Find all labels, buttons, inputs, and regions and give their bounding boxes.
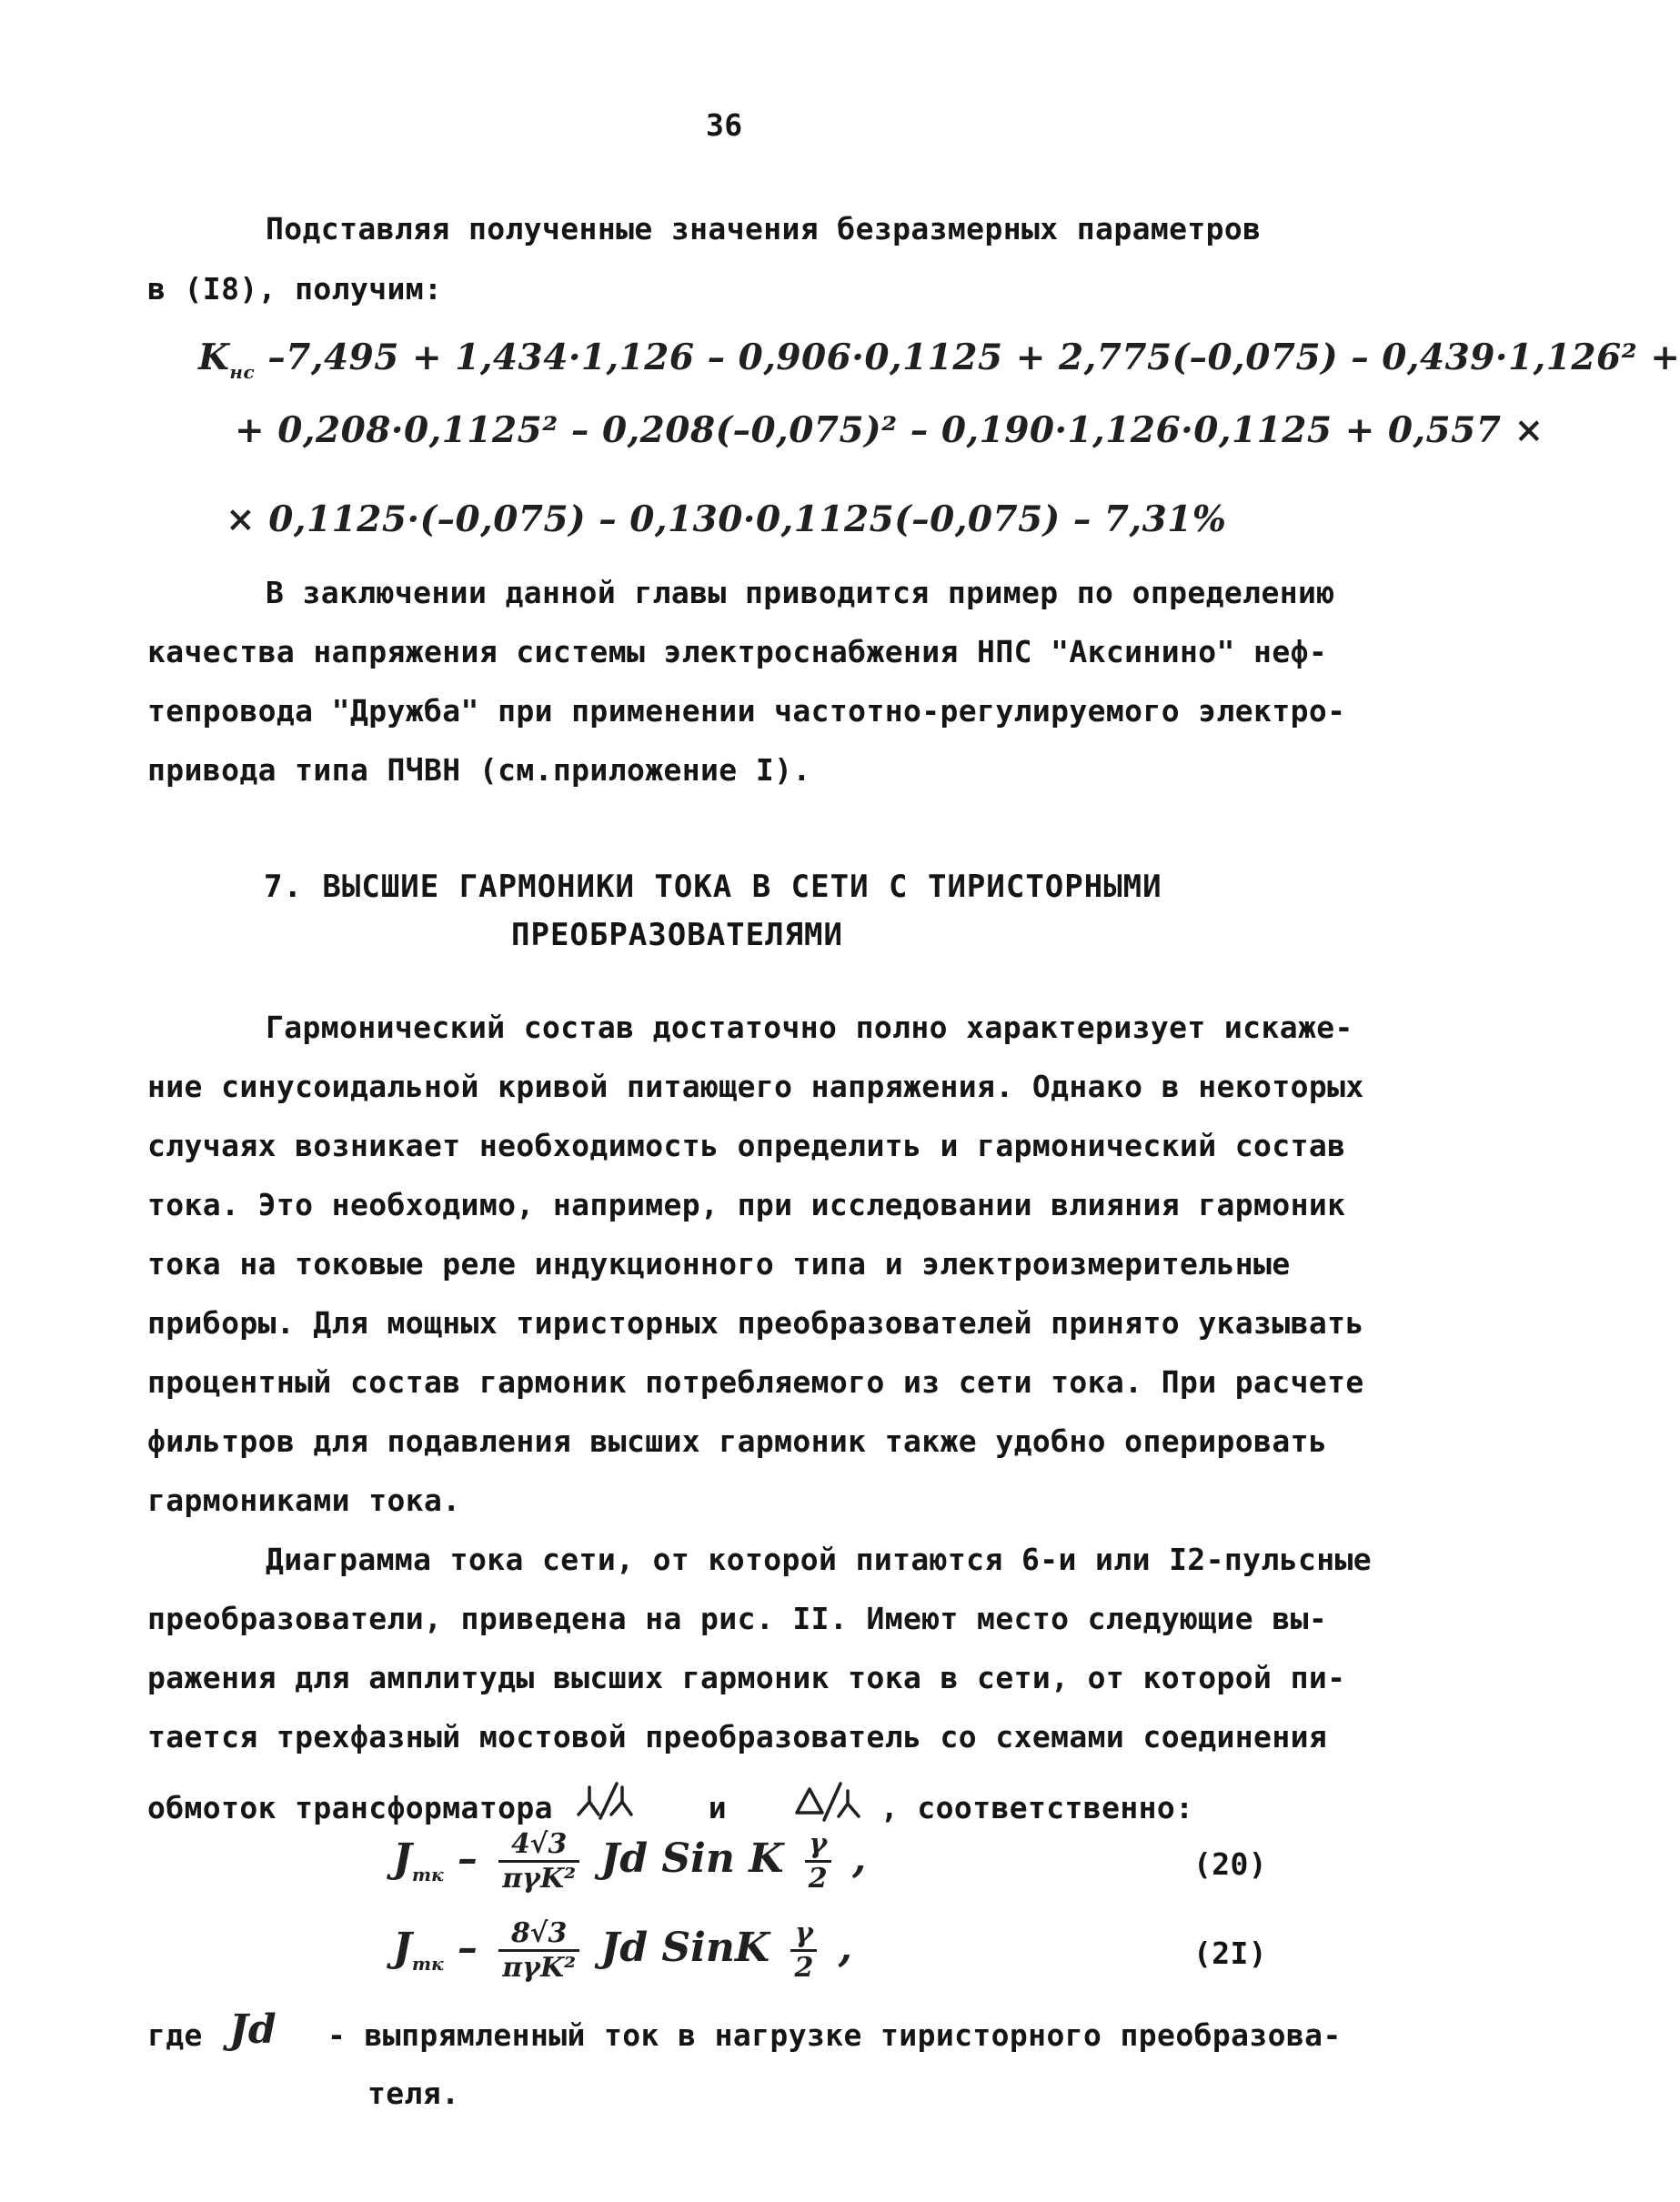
conclusion-line-4: привода типа ПЧВН (см.приложение I). xyxy=(147,752,811,788)
paragraph2-last-and: и xyxy=(708,1790,728,1825)
formula-kns-head: K xyxy=(198,337,230,378)
equation-20-numerator: 4√3 xyxy=(498,1828,579,1863)
where-symbol: Jd xyxy=(229,2006,277,2053)
section-title-line-2: ПРЕОБРАЗОВАТЕЛЯМИ xyxy=(511,917,843,953)
paragraph1-line-2: ние синусоидальной кривой питающего напряжения. Однако в некоторых xyxy=(147,1069,1364,1104)
equation-21-lhs-sub: mк xyxy=(411,1953,444,1975)
wye-wye-symbol-icon xyxy=(571,1778,635,1825)
intro-line-1: Подставляя полученные значения безразмерных параметров xyxy=(266,211,1262,246)
where-definition-line-2: теля. xyxy=(367,2076,460,2111)
where-label: где xyxy=(147,2017,203,2053)
equation-21-half xyxy=(790,1917,817,1984)
intro-line-2: в (I8), получим: xyxy=(147,271,443,307)
equation-20-denominator: πγK² xyxy=(502,1863,577,1895)
paragraph2-line-5 xyxy=(147,1778,1193,1825)
equation-21-half-den: 2 xyxy=(794,1952,814,1984)
conclusion-line-2: качества напряжения системы электроснабжения НПС "Аксинино" неф- xyxy=(147,634,1328,669)
paragraph2-last-suffix: , соответственно: xyxy=(880,1790,1194,1825)
equation-21-fraction xyxy=(498,1917,579,1984)
paragraph2-line-3: ражения для амплитуды высших гармоник тока в сети, от которой пи- xyxy=(147,1660,1346,1695)
formula-kns-sub: нс xyxy=(229,361,256,383)
paragraph2-line-4: тается трехфазный мостовой преобразователь со схемами соединения xyxy=(147,1719,1328,1755)
equation-20-lhs: J xyxy=(393,1835,412,1882)
paragraph1-line-8: фильтров для подавления высших гармоник также удобно оперировать xyxy=(147,1423,1328,1459)
equation-21: $J_{mк}$ – $\frac{8√3}{\text{πγK²}}$ Jd SinK $\frac{\gamma}{2}$ , xyxy=(393,1917,852,1984)
paragraph1-line-9: гармониками тока. xyxy=(147,1483,461,1518)
equation-21-half-num: γ xyxy=(790,1917,817,1952)
equation-20-fraction xyxy=(498,1828,579,1895)
formula-kns-body-1: –7,495 + 1,434·1,126 – 0,906·0,1125 + 2,775(–0,075) – 0,439·1,126² + xyxy=(267,337,1680,378)
equation-21-trail: , xyxy=(838,1925,852,1971)
paragraph1-line-1: Гармонический состав достаточно полно характеризует искаже- xyxy=(266,1010,1353,1045)
paragraph1-line-4: тока. Это необходимо, например, при исследовании влияния гармоник xyxy=(147,1187,1346,1222)
paragraph1-line-7: процентный состав гармоник потребляемого из сети тока. При расчете xyxy=(147,1364,1364,1400)
formula-kns-line-3: × 0,1125·(–0,075) – 0,130·0,1125(–0,075) – 7,31% xyxy=(226,498,1227,540)
equation-20: $J_{mк}$ – $\frac{4√3}{\text{πγK²}}$ Jd Sin K $\frac{\gamma}{2}$ , xyxy=(393,1828,867,1895)
equation-20-number: (20) xyxy=(1193,1846,1268,1882)
equation-21-denominator: πγK² xyxy=(502,1952,577,1984)
equation-20-half xyxy=(805,1828,831,1895)
formula-kns-line-1 xyxy=(198,337,1680,383)
conclusion-line-3: тепровода "Дружба" при применении частотно-регулируемого электро- xyxy=(147,693,1346,729)
paragraph2-last-prefix: обмоток трансформатора xyxy=(147,1790,553,1825)
paragraph1-line-6: приборы. Для мощных тиристорных преобразователей принято указывать xyxy=(147,1305,1364,1341)
paragraph2-line-2: преобразователи, приведена на рис. II. Имеют место следующие вы- xyxy=(147,1601,1328,1636)
equation-20-lhs-sub: mк xyxy=(411,1864,444,1885)
equation-20-half-den: 2 xyxy=(808,1863,828,1895)
equation-21-lhs: J xyxy=(393,1925,412,1971)
paragraph1-line-3: случаях возникает необходимость определить и гармонический состав xyxy=(147,1128,1346,1163)
equation-20-rhs: Jd Sin K xyxy=(600,1835,784,1882)
equation-20-half-num: γ xyxy=(805,1828,831,1863)
equation-21-numerator: 8√3 xyxy=(498,1917,579,1952)
paragraph1-line-5: тока на токовые реле индукционного типа и электроизмерительные xyxy=(147,1246,1291,1282)
equation-20-trail: , xyxy=(851,1835,867,1882)
equation-21-rhs: Jd SinK xyxy=(600,1925,770,1971)
where-definition-line-1: - выпрямленный ток в нагрузке тиристорного преобразова- xyxy=(327,2017,1342,2053)
page-number: 36 xyxy=(706,107,743,143)
section-title-line-1: 7. ВЫСШИЕ ГАРМОНИКИ ТОКА В СЕТИ С ТИРИСТОРНЫМИ xyxy=(264,869,1162,905)
formula-kns-line-2: + 0,208·0,1125² – 0,208(–0,075)² – 0,190·1,126·0,1125 + 0,557 × xyxy=(235,409,1544,451)
equation-21-number: (2I) xyxy=(1193,1936,1268,1971)
conclusion-line-1: В заключении данной главы приводится пример по определению xyxy=(266,575,1335,610)
paragraph2-line-1: Диаграмма тока сети, от которой питаются 6-и или I2-пульсные xyxy=(266,1542,1373,1577)
delta-wye-symbol-icon xyxy=(791,1778,862,1825)
